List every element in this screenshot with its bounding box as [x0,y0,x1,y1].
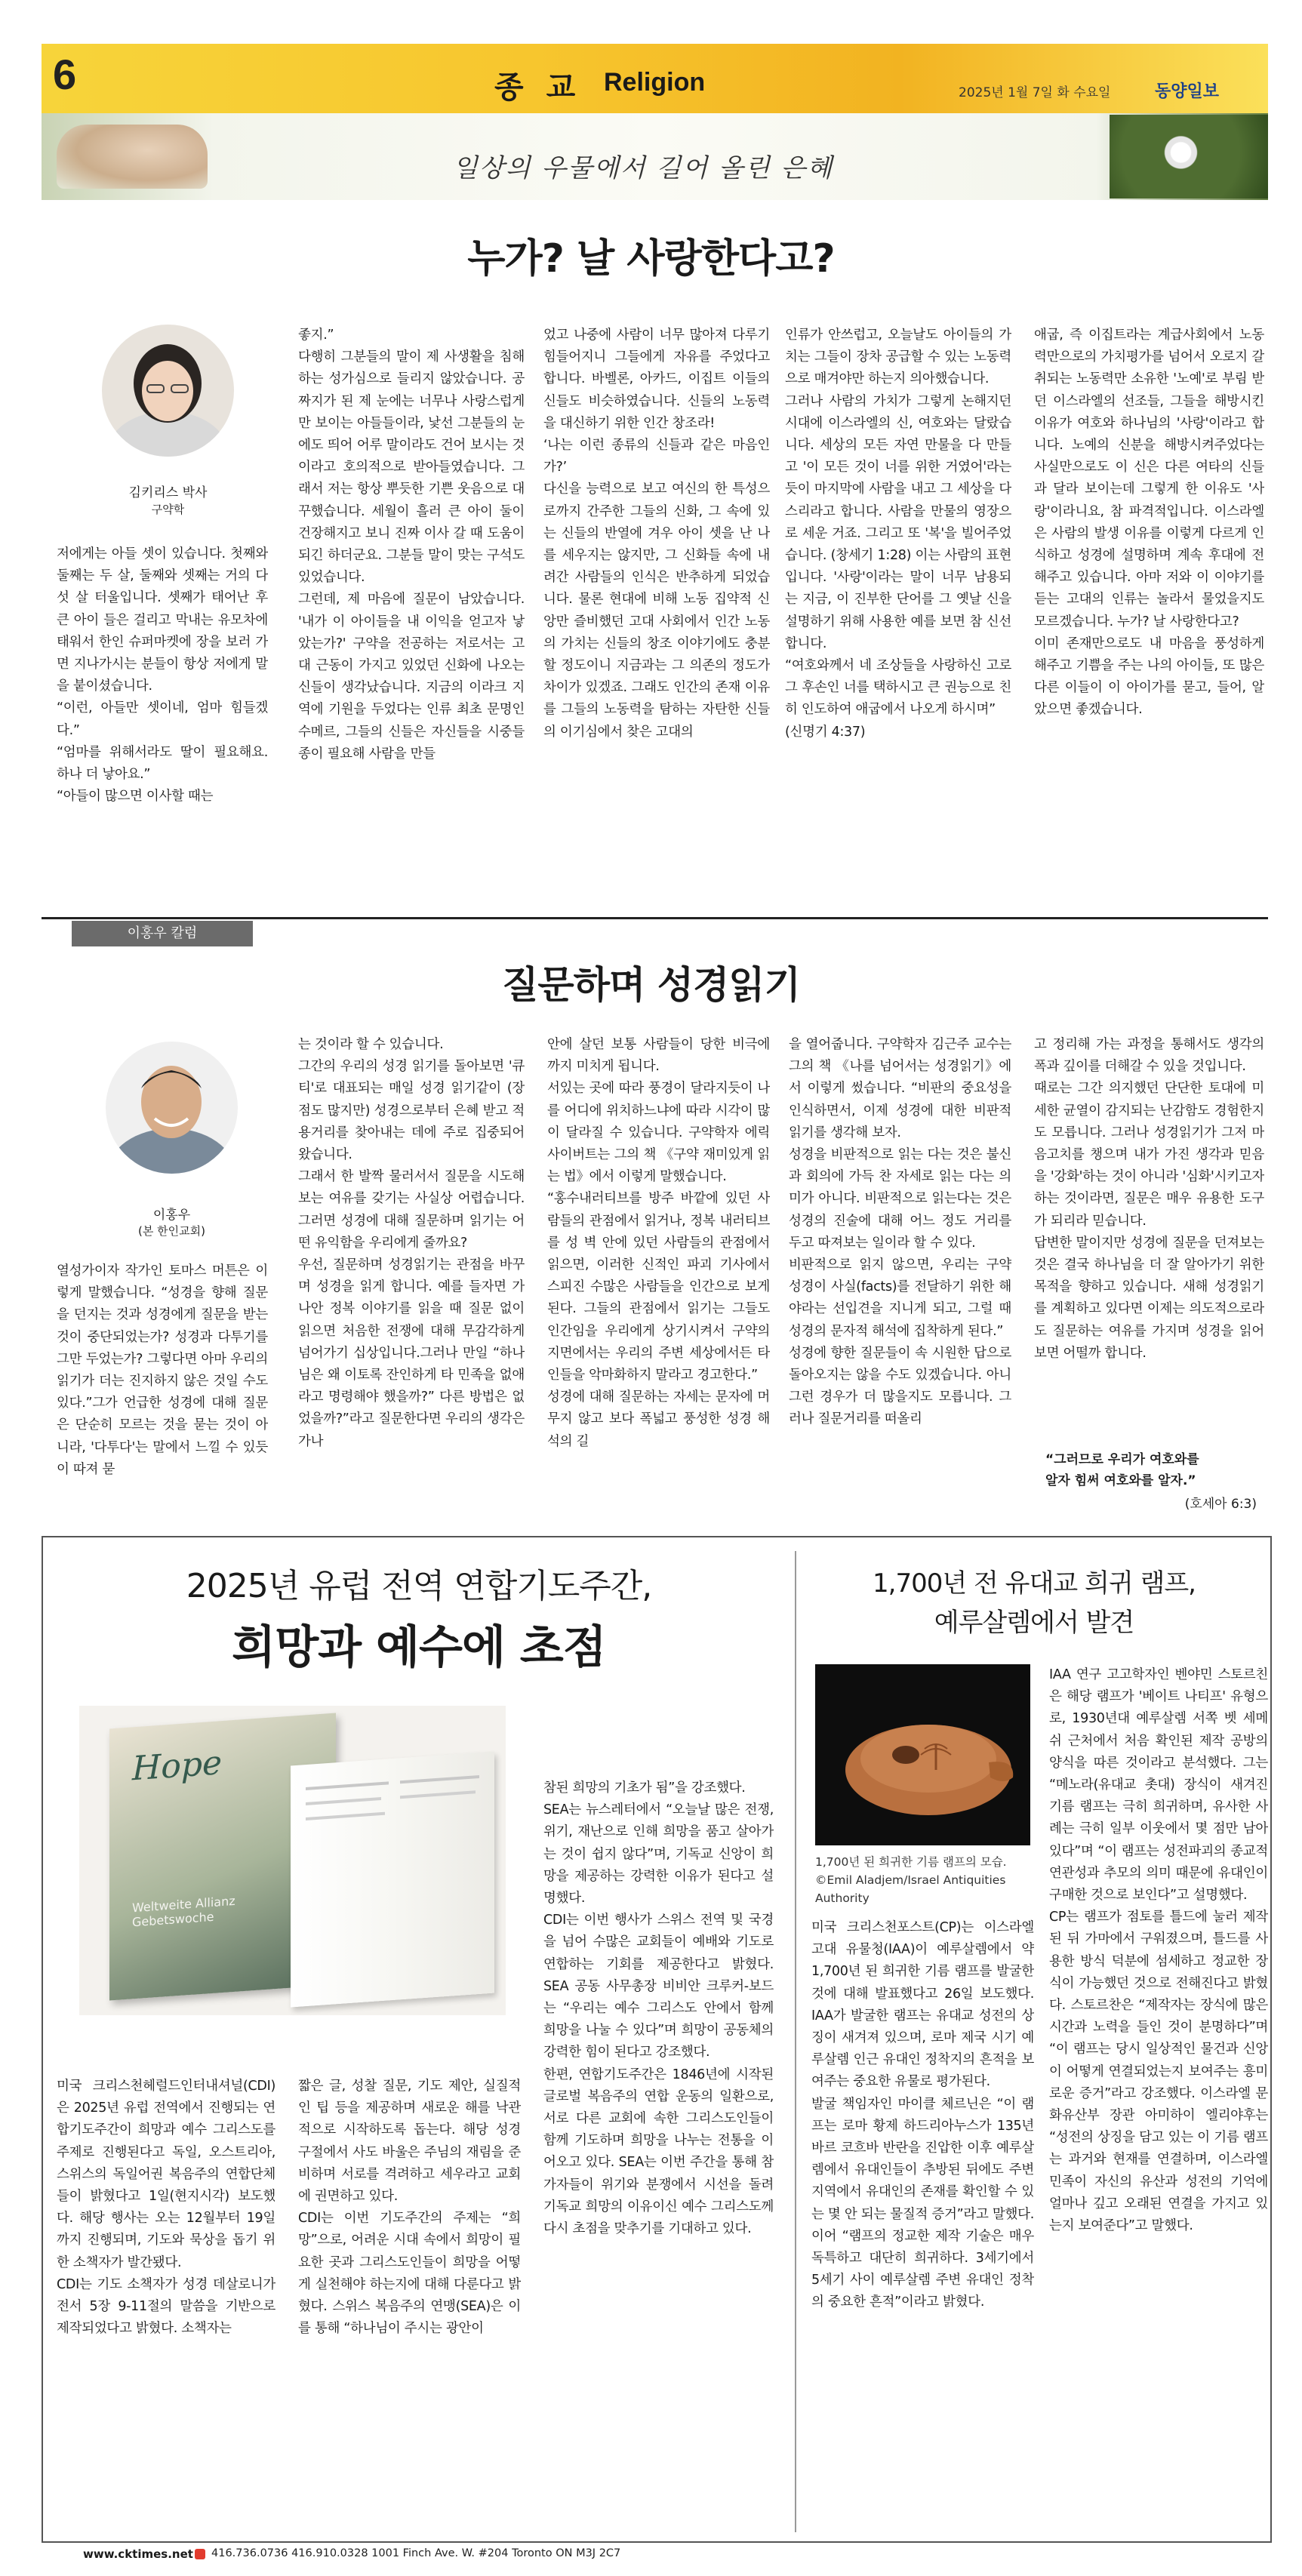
author1-title: 구약학 [151,503,185,516]
article2-col5: 고 정리해 가는 과정을 통해서도 생각의 폭과 깊이를 더해갈 수 있을 것입니다. 때로는 그간 의지했던 단단한 토대에 미세한 균열이 감지되는 난감함도 경험한지도 모릅니다. 그러나 성경읽기가 그저 마음고치를 챙으며 내가 가진 생각과 믿음을 '강화'하는 것이 아니라 '심화'시키고자 하는 것이라면, 질문은 매우 유용한 도구가 되리라 믿습니다. 답변한 말이지만 성경에 질문을 던져보는 것은 결국 하나님을 더 잘 알아가기 위한 목적을 향하고 있습니다. 새해 성경읽기를 계획하고 있다면 이제는 의도적으로라도 질문하는 여유를 가지며 성경을 읽어 보면 어떨까 합니다. [1034,1037,1264,1361]
article2-quote-ref: (호세아 6:3) [1184,1497,1257,1512]
article1-col2: 좋지.” 다행히 그분들의 말이 제 사생활을 침해하는 성가심으로 들리지 않았습니다. 공짜지가 된 제 눈에는 너무나 사랑스럽게만 보이는 아들들이라, 낯선 그분들의 눈에도 띄어 어루 말이라도 건어 보시는 것이라고 호의적으로 받아들였습니다. 그래서 저는 항상 뿌듯한 기쁜 웃음으로 대꾸했습니다. 세월이 흘러 큰 아이 둘이 건장해지고 보니 진짜 이사 갈 때 도움이 되긴 하더군요. 그분들 말이 맞는 구석도 있었습니다. 그런데, 제 마음에 질문이 남았습니다. '내가 이 아이들을 내 이익을 얻고자 낳았는가?' 구약을 전공하는 저로서는 고대 근동이 가지고 있었던 신화에 나오는 신들이 생각났습니다. 지금의 이라크 지역에 기원을 두었다는 인류 최초 문명인 수메르, 그들의 신들은 자신들을 시중들 종이 필요해 사람을 만들 [298,328,525,762]
article1-col1: 저에게는 아들 셋이 있습니다. 첫째와 둘째는 두 살, 둘째와 셋째는 거의 다섯 살 터울입니다. 셋째가 태어난 후 큰 아이 들은 걸리고 막내는 유모차에 태워서 한인 슈퍼마켓에 장을 보러 가면 지나가시는 분들이 항상 저에게 말을 붙이셨습니다. “이런, 아들만 셋이네, 엄마 힘들겠다.” “엄마를 위해서라도 딸이 필요해요. 하나 더 낳아요.” “아들이 많으면 이사할 때는 [57,546,268,805]
oil-lamp-image [815,1664,1030,1845]
article2-quote: “그러므로 우리가 여호와를 알자 힘써 여호와를 알자.” [1045,1452,1199,1488]
footer-phone-icon [195,2549,205,2559]
banner-flower-image [1110,115,1268,199]
author2-title: (본 한인교회) [138,1224,205,1238]
section-divider-1 [42,917,1268,919]
article2-col1: 열성가이자 작가인 토마스 머튼은 이렇게 말했습니다. “성경을 향해 질문을 던지는 것과 성경에게 질문을 받는 것이 중단되었는가? 성경과 다투기를 그만 두었는가? 그렇다면 아마 우리의 읽기가 더는 진지하지 않은 것일 수도 있다.”그가 언급한 성경에 대해 질문은 단순히 모르는 것을 묻는 것이 아니라, '다투다'는 말에서 느낄 수 있듯이 따져 묻 [57,1263,268,1477]
article3-col3: 참된 희망의 기초가 됨”을 강조했다. SEA는 뉴스레터에서 “오늘날 많은 전쟁, 위기, 재난으로 인해 희망을 품고 살아가는 것이 쉽지 않다”며, 기독교 신앙이 희망을 제공하는 강력한 이유가 된다고 설명했다. CDI는 이번 행사가 스위스 전역 및 국경을 넘어 수많은 교회들이 예배와 기도로 연합하는 기회를 제공한다고 밝혔다. SEA 공동 사무총장 비비안 크루커-보드는 “우리는 예수 그리스도 안에서 함께 희망을 나눌 수 있다”며 희망이 공동체의 강력한 힘이 된다고 강조했다. 한편, 연합기도주간은 1846년에 시작된 글로벌 복음주의 연합 운동의 일환으로, 서로 다른 교회에 속한 그리스도인들이 함께 기도하며 희망을 나누는 전통을 이어오고 있다. SEA는 이번 주간을 통해 참가자들이 위기와 분쟁에서 시선을 돌려 기독교 희망의 이유이신 예수 그리스도께 다시 초점을 맞추기를 기대하고 있다. [543,1780,774,2237]
author2-name: 이홍우 [152,1208,191,1223]
booklet-open-pages [291,1752,494,2008]
section-english: Religion [604,68,706,97]
column-label: 이홍우 칼럼 [72,921,253,946]
article3-title-line1: 2025년 유럽 전역 연합기도주간, [186,1567,652,1605]
article1-col3: 었고 나중에 사람이 너무 많아져 다루기 힘들어지니 그들에게 자유를 주었다고 합니다. 바벨론, 아카드, 이집트 이들의 신들도 비슷하였습니다. 신들의 노동력을 대신하기 위한 인간 창조라! ‘나는 이런 종류의 신들과 같은 마음인가?’ 다신을 능력으로 보고 여신의 한 특성으로까지 간주한 그들의 신화, 그 속에 있는 신들의 반열에 겨우 아이 셋을 난 나를 세우지는 않지만, 그 신화들 속에 내려간 사람들의 인식은 반추하게 되었습니다. 물론 현대에 비해 노동 집약적 신앙만 즐비했던 고대 사회에서 인간 노동의 가치는 신들의 창조 이야기에도 충분할 정도이니 지금과는 그 의존의 정도가 차이가 있겠죠. 그래도 인간의 존재 이유를 그들의 노동력을 탐하는 자탄한 신들의 이기심에서 찾은 고대의 [543,328,770,740]
banner-hand-image [57,125,208,189]
author1-photo [102,325,234,457]
section-korean: 종 교 [494,70,582,105]
box-divider [795,1551,796,2532]
article4-title-line2: 예루살렘에서 발견 [934,1608,1134,1638]
banner-text: 일상의 우물에서 길어 올린 은혜 [453,153,834,183]
article4-title-line1: 1,700년 전 유대교 희귀 램프, [873,1568,1196,1599]
lamp-photo [815,1664,1030,1845]
article1-col5: 애굽, 즉 이집트라는 계급사회에서 노동력만으로의 가치평가를 넘어서 오로지 갈취되는 노동력만 소유한 '노예'로 부림 받던 이스라엘의 선조들, 그들을 해방시킨 이유가 여호와 하나님의 '사랑'이라고 합니다. 노예의 신분을 해방시켜주었다는 사실만으로도 이 신은 다른 여타의 신들과 달라 보이는데 그렇게 한 이유도 '사랑'이라니요, 참 파격적입니다. 이스라엘은 사람의 발생 이유를 이렇게 다르게 인식하고 성경에 설명하며 계속 후대에 전해주고 있습니다. 아마 저와 이 이야기를 듣는 고대의 인류는 놀라서 물었을지도 모르겠습니다. 누가? 날 사랑한다고? 이미 존재만으로도 내 마음을 풍성하게 해주고 기쁨을 주는 나의 아이들, 또 많은 다른 이들이 이 아이가를 묻고, 들어, 알았으면 좋겠습니다. [1034,328,1264,718]
booklet-title: Hope [132,1743,223,1789]
article1-col4: 인류가 안쓰럽고, 오늘날도 아이들의 가치는 그들이 장차 공급할 수 있는 노동력으로 매겨야만 하는지 의아했습니다. 그러나 사람의 가치가 그렇게 논해지던 시대에 이스라엘의 신, 여호와는 달랐습니다. 세상의 모든 자연 만물을 다 만들고 '이 모든 것이 너를 위한 거였어'라는 듯이 마지막에 사람을 내고 그 세상을 다스리라고 합니다. 사람을 만물의 영장으로 세운 거죠. 그리고 또 '복'을 빌어주었습니다. (창세기 1:28) 이는 사람의 표현입니다. '사랑'이라는 말이 너무 남용되는 지금, 이 진부한 단어를 그 옛날 신을 설명하기 위해 사용한 예를 보면 참 신선합니다. “여호와께서 네 조상들을 사랑하신 고로 그 후손인 너를 택하시고 큰 권능으로 친히 인도하여 애굽에서 나오게 하시며” (신명기 4:37) [785,328,1011,740]
article2-col2: 는 것이라 할 수 있습니다. 그간의 우리의 성경 읽기를 돌아보면 '큐티'로 대표되는 매일 성경 읽기같이 (장점도 많지만) 성경으로부터 은혜 받고 적용거리를 찾아내는 데에 주로 집중되어 왔습니다. 그래서 한 발짝 물러서서 질문을 시도해 보는 여유를 갖기는 사실상 어렵습니다. 그러면 성경에 대해 질문하며 읽기는 어떤 유익함을 우리에게 줄까요? 우선, 질문하며 성경읽기는 관점을 바꾸며 성경을 읽게 합니다. 예를 들자면 가나안 정복 이야기를 읽을 때 질문 없이 읽으면 처음한 전쟁에 대해 무감각하게 넘어가기 십상입니다.그러나 만일 “하나님은 왜 이토록 잔인하게 타 민족을 없애라고 명령해야 했을까?” 다른 방법은 없었을까?”라고 질문한다면 우리의 생각은 가나 [298,1037,525,1449]
article3-title-line2: 희망과 예수에 초점 [232,1621,606,1674]
footer-url[interactable]: www.cktimes.net [83,2547,193,2561]
article2-title: 질문하며 성경읽기 [502,963,800,1007]
footer-contact: 416.736.0736 416.910.0328 1001 Finch Ave. W. #204 Toronto ON M3J 2C7 [211,2547,621,2559]
booklet-image [79,1706,506,2015]
author2-portrait [106,1042,238,1174]
article1-title: 누가? 날 사랑한다고? [467,236,835,282]
author2-photo [106,1042,238,1174]
paper-name: 동양일보 [1155,82,1220,101]
lamp-photo-caption: 1,700년 된 희귀한 기름 램프의 모습. ©Emil Aladjem/Israel Antiquities Authority [815,1855,1007,1905]
author1-name: 김키리스 박사 [128,485,208,500]
article4-col2: IAA 연구 고고학자인 벤야민 스토르친은 해당 램프가 '베이트 나티프' 유형으로, 1930년대 예루살렘 서쪽 벳 세메쉬 근처에서 처음 확인된 제작 공방의 양식을 따른 것이라고 분석했다. 그는 “메노라(유대교 촛대) 장식이 새겨진 기름 램프는 극히 희귀하며, 유사한 사례는 극히 일부 이웃에서 몇 점만 남아 있다”며 “이 램프는 성전파괴의 종교적 연관성과 추모의 의미 때문에 유대인이 구매한 것으로 보인다”고 설명했다. CP는 램프가 점토를 틀드에 눌러 제작된 뒤 가마에서 구워졌으며, 틀드를 사용한 방식 덕분에 섬세하고 정교한 장식이 가능했던 것으로 전해진다고 밝혔다. 스토르찬은 “제작자는 장식에 많은 시간과 노력을 들인 것이 분명하다”며 “이 램프는 당시 일상적인 물건과 신앙이 어떻게 연결되었는지 보여주는 흥미로운 증거”라고 강조했다. 이스라엘 문화유산부 장관 아미하이 엘리야후는 “성전의 상징을 담고 있는 이 기름 램프는 과거와 현재를 연결하며, 이스라엘 민족이 자신의 유산과 성전의 기억에 얼마나 깊고 오래된 연결을 가지고 있는지 보여준다”고 말했다. [1049,1667,1268,2234]
booklet-subtitle: Weltweite Allianz Gebetswoche [132,1893,235,1930]
page-number: 6 [53,51,77,98]
author1-portrait [102,325,234,457]
article4-col1: 미국 크리스천포스트(CP)는 이스라엘 고대 유물청(IAA)이 예루살렘에서 약 1,700년 된 희귀한 기름 램프를 발굴한 것에 대해 발표했다고 26일 보도했다. IAA가 발굴한 램프는 유대교 성전의 상징이 새겨져 있으며, 로마 제국 시기 예루살렘 인근 유대인 정착지의 흔적을 보여주는 중요한 유물로 평가된다. 발굴 책임자인 마이클 체르닌은 “이 램프는 로마 황제 하드리아누스가 135년 바르 코흐바 반란을 진압한 이후 예루살렘에서 유대인들이 추방된 뒤에도 주변 지역에서 유대인의 존재를 확인할 수 있는 몇 안 되는 물질적 증거”라고 말했다. 이어 “램프의 정교한 제작 기술은 매우 독특하고 대단히 희귀하다. 3세기에서 5세기 사이 예루살렘 주변 유대인 정착의 중요한 흔적”이라고 밝혔다. [811,1920,1034,2310]
article2-col4: 을 열어줍니다. 구약학자 김근주 교수는 그의 책 《나를 넘어서는 성경읽기》에서 이렇게 썼습니다. “비판의 중요성을 인식하면서, 이제 성경에 대한 비판적 읽기를 생각해 보자. 성경을 비판적으로 읽는 다는 것은 불신과 회의에 가득 찬 자세로 읽는 다는 의미가 아니다. 비판적으로 읽는다는 것은 성경의 진술에 대해 어느 정도 거리를 두고 따져보는 일이라 할 수 있다. 비판적으로 읽지 않으면, 우리는 구약 성경이 사실(facts)를 전달하기 위한 해야라는 선입견을 지니게 되고, 그럴 때 성경의 문자적 해석에 집착하게 된다.” 성경에 향한 질문들이 속 시원한 답으로 돌아오지는 않을 수도 있겠습니다. 아니 그런 경우가 더 많을지도 모릅니다. 그러나 질문거리를 떠올리 [789,1037,1011,1427]
issue-date: 2025년 1월 7일 화 수요일 [959,85,1111,100]
article3-col1: 미국 크리스천헤럴드인터내셔널(CDI)은 2025년 유럽 전역에서 진행되는 연합기도주간이 희망과 예수 그리스도를 주제로 진행된다고 독일, 오스트리아, 스위스의 독일어권 복음주의 연합단체들이 밝혔다고 1일(현지시각) 보도했다. 해당 행사는 오는 12월부터 19일까지 진행되며, 기도와 묵상을 돕기 위한 소책자가 발간됐다. CDI는 기도 소책자가 성경 데살로니가전서 5장 9-11절의 말씀을 기반으로 제작되었다고 밝혔다. 소책자는 [57,2079,275,2337]
article3-col2: 짧은 글, 성찰 질문, 기도 제안, 실질적인 팁 등을 제공하며 새로운 해를 낙관적으로 시작하도록 돕는다. 해당 성경 구절에서 사도 바울은 주님의 재림을 준비하며 서로를 격려하고 세우라고 교회에 권면하고 있다. CDI는 이번 기도주간의 주제는 “희망”으로, 어려운 시대 속에서 희망이 필요한 곳과 그리스도인들이 희망을 어떻게 실천해야 하는지에 대해 다룬다고 밝혔다. 스위스 복음주의 연맹(SEA)은 이를 통해 “하나님이 주시는 광안이 [298,2079,521,2337]
article2-col3: 안에 살던 보통 사람들이 당한 비극에 까지 미치게 됩니다. 서있는 곳에 따라 풍경이 달라지듯이 나를 어디에 위치하느냐에 따라 시각이 많이 달라질 수 있습니다. 구약학자 에릭 사이버트는 그의 책 《구약 재미있게 읽는 법》에서 이렇게 말했습니다. “홍수내러티브를 방주 바깥에 있던 사람들의 관점에서 읽거나, 정복 내러티브를 성 벽 안에 있던 사람들의 관점에서 읽으면, 이러한 신적인 파괴 기사에서 스피진 수많은 사람들을 인간으로 보게 된다. 그들의 관점에서 읽기는 그들도 인간임을 우리에게 상기시켜서 구약의 지면에서는 우리의 주변 세상에서든 타인들을 악마화하지 말라고 경고한다.” 성경에 대해 질문하는 자세는 문자에 머무지 않고 보다 폭넓고 풍성한 성경 해석의 길 [547,1037,770,1449]
